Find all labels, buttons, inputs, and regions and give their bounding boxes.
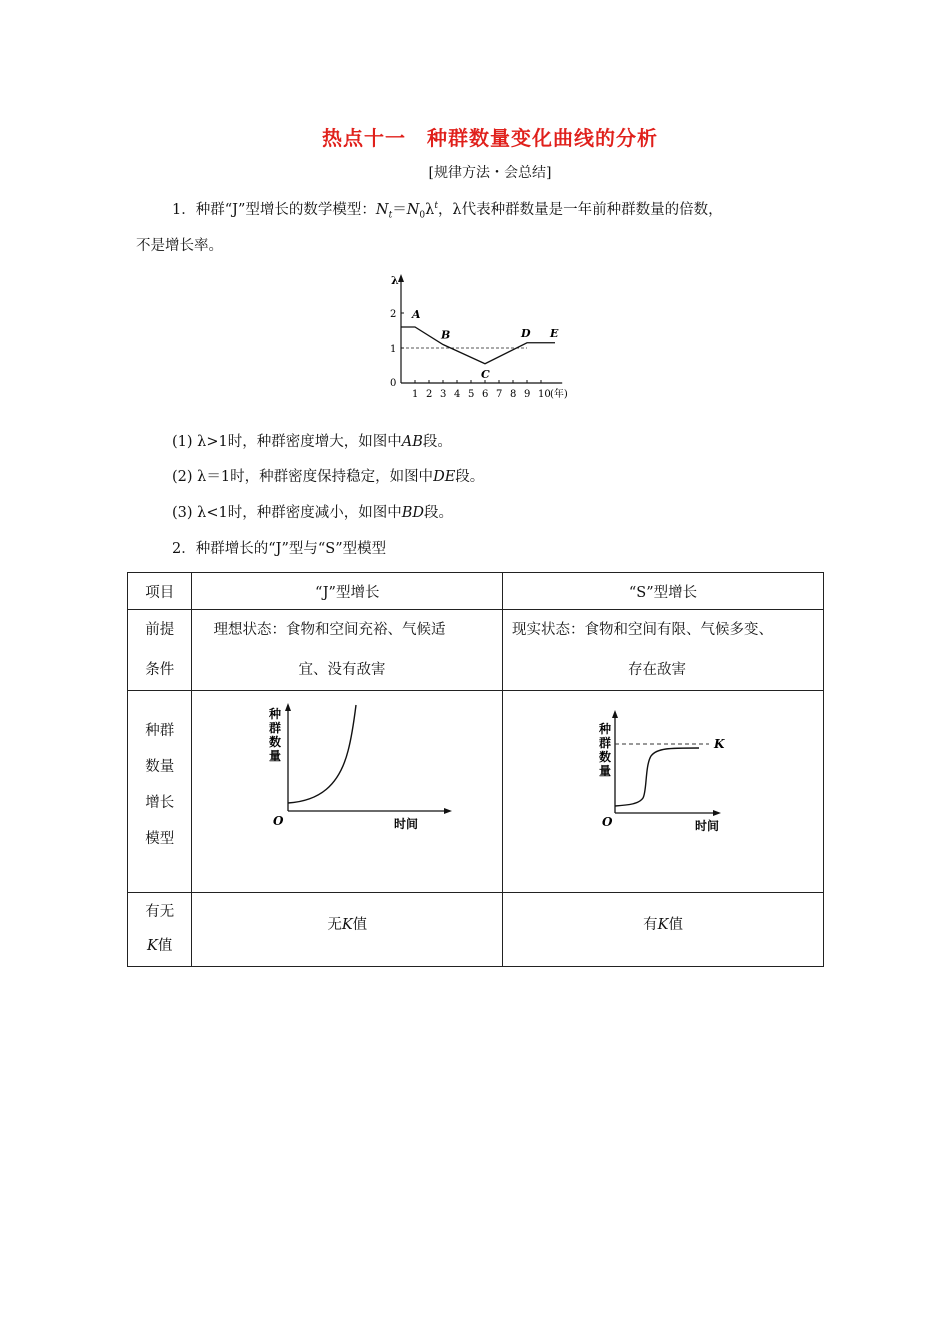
model-label: 种群 数量 增长 模型 — [128, 691, 192, 893]
lambda-xtick-label: 0 — [390, 378, 397, 389]
s-x-arrow — [713, 810, 721, 816]
lambda-xtick-label: 4 — [454, 389, 461, 400]
formula-Nt: N — [375, 201, 389, 218]
j-curve — [288, 705, 356, 803]
lambda-point-label-C: C — [481, 367, 490, 381]
j-ylabel-2: 群 — [269, 721, 282, 735]
j-origin: O — [273, 814, 284, 828]
table-header-row — [128, 573, 824, 610]
table-row-model — [128, 691, 824, 893]
section2-heading: 2．种群增长的“J”型与“S”型模型 — [172, 541, 387, 557]
header-item: 项目 — [128, 573, 192, 610]
j-y-arrow — [285, 703, 291, 711]
j-x-arrow — [444, 808, 452, 814]
section-subtitle: [规律方法・会总结] — [428, 165, 552, 181]
lambda-item-3: (3) λ<1时，种群密度减小，如图中BD段。 — [172, 505, 453, 521]
table-row-premise — [128, 610, 824, 691]
j-ylabel-3: 数 — [269, 735, 282, 749]
lambda-xtick-label: 1 — [412, 389, 419, 400]
j-xlabel: 时间 — [394, 817, 419, 831]
lambda-series — [401, 327, 555, 364]
header-s: “S”型增长 — [503, 573, 824, 610]
lambda-point-label-B: B — [441, 328, 451, 342]
lambda-point-label-A: A — [412, 308, 421, 321]
s-y-arrow — [612, 710, 618, 718]
lambda-item-2: (2) λ＝1时，种群密度保持稳定，如图中DE段。 — [172, 469, 485, 485]
lambda-xtick-label: 9 — [524, 389, 531, 400]
lambda-xtick-label: 6 — [482, 389, 489, 400]
j-ylabel-4: 量 — [269, 749, 282, 763]
model-intro-line1: 1．种群“J”型增长的数学模型：$N_t=N_0\lambda^t$，λ代表种群数量是一年前种群数量的倍数， — [172, 201, 723, 221]
s-xlabel: 时间 — [695, 819, 720, 833]
premise-label: 前提 条件 — [128, 610, 192, 691]
lambda-xtick-label: 8 — [510, 389, 517, 400]
j-graph-cell — [192, 691, 503, 893]
lambda-xtick-label: 5 — [468, 389, 475, 400]
s-origin: O — [602, 815, 613, 829]
s-ylabel-3: 数 — [599, 750, 612, 764]
lambda-xtick-label: 3 — [440, 389, 447, 400]
s-k-label: K — [714, 737, 725, 751]
lambda-ylabel: λ — [391, 274, 399, 287]
lambda-series-line — [401, 327, 555, 364]
header-j: “J”型增长 — [192, 573, 503, 610]
lambda-xlabel: (年) — [550, 389, 568, 400]
lambda-point-label-D: D — [521, 326, 531, 340]
k-label: 有无 K值 — [128, 893, 192, 967]
lambda-ytick-label: 1 — [390, 344, 397, 355]
table-row-k — [128, 893, 824, 967]
j-ylabel-1: 种 — [269, 707, 282, 721]
premise-s: 现实状态：食物和空间有限、气候多变、 存在敌害 — [503, 610, 824, 691]
model-intro-line2: 不是增长率。 — [136, 238, 223, 254]
premise-j: 理想状态：食物和空间充裕、气候适 宜、没有敌害 — [192, 610, 503, 691]
k-j: 无K值 — [192, 893, 503, 967]
page-title: 热点十一 种群数量变化曲线的分析 — [322, 126, 658, 150]
lambda-y-arrow — [398, 274, 404, 282]
k-s: 有K值 — [503, 893, 824, 967]
s-ylabel-1: 种 — [599, 722, 612, 736]
s-graph-cell — [503, 691, 824, 893]
lambda-tick-labels — [390, 309, 568, 400]
lambda-chart — [360, 270, 600, 400]
lambda-item-1: (1) λ>1时，种群密度增大，如图中AB段。 — [172, 434, 452, 450]
comparison-table — [127, 572, 824, 967]
s-ylabel-2: 群 — [599, 736, 612, 750]
s-curve-graph — [599, 706, 819, 846]
lambda-ytick-label: 2 — [390, 309, 397, 320]
lambda-xtick-label: 7 — [496, 389, 503, 400]
lambda-point-labels — [411, 308, 559, 381]
lambda-point-label-E: E — [550, 326, 559, 340]
lambda-xtick-label: 2 — [426, 389, 433, 400]
s-ylabel-4: 量 — [599, 764, 612, 778]
lambda-xtick-label: 10 — [538, 389, 551, 400]
j-curve-graph — [264, 701, 464, 841]
s-curve — [615, 748, 699, 806]
